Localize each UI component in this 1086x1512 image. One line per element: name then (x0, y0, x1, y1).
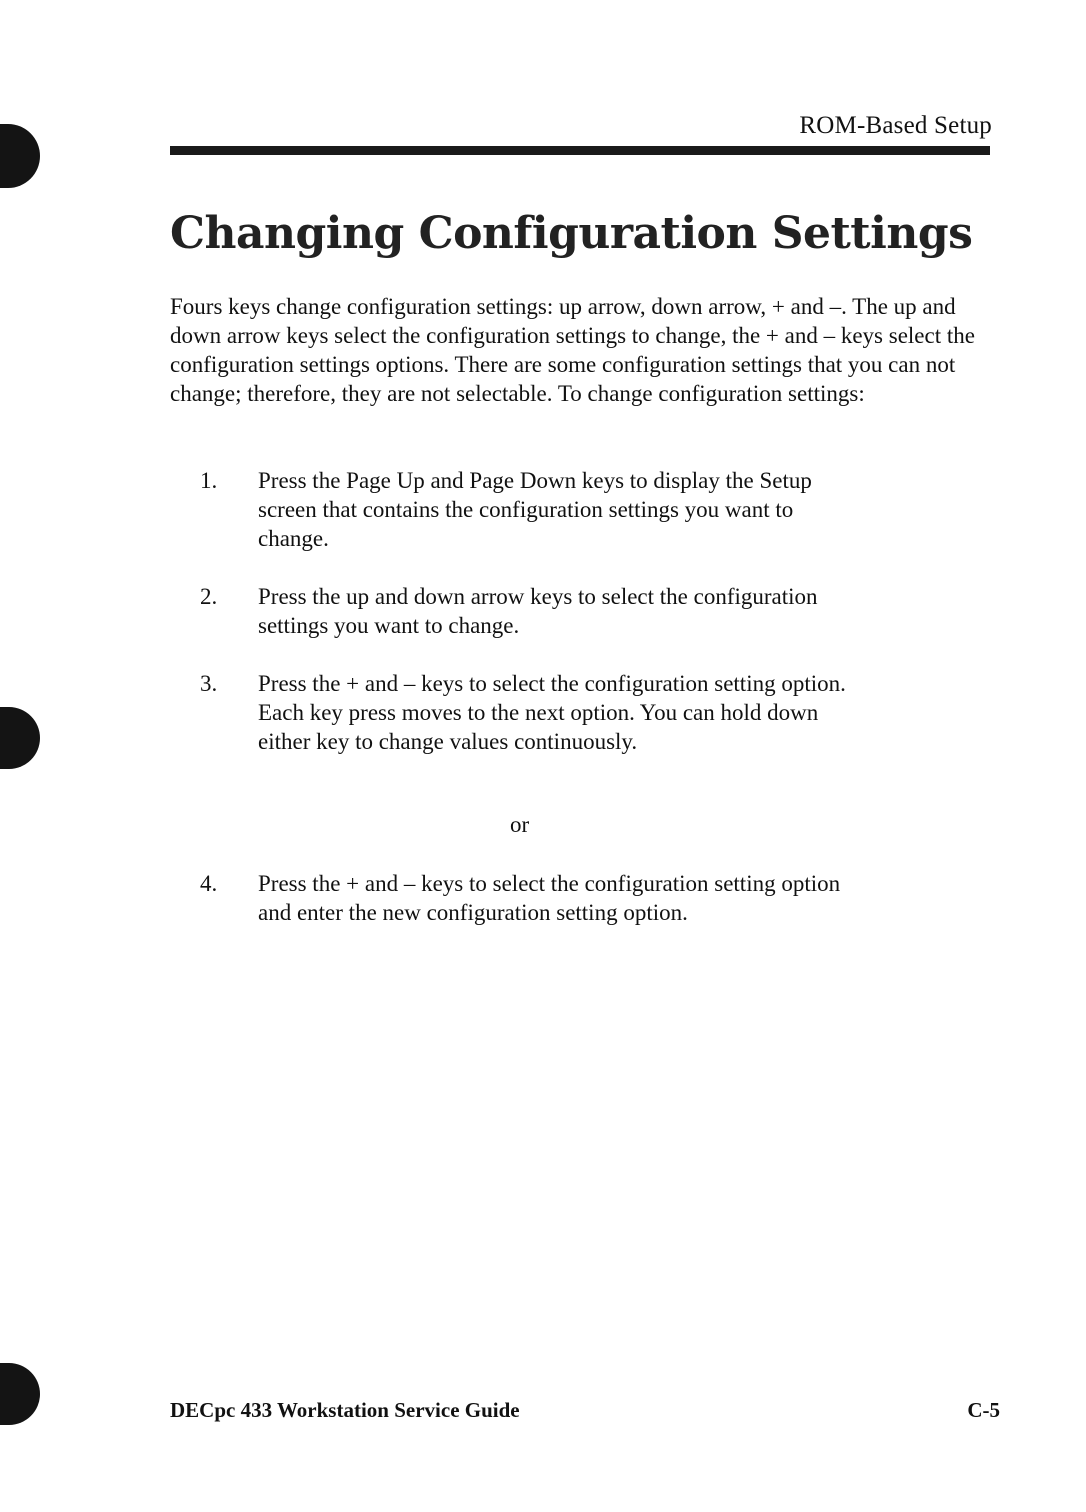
page-title: Changing Configuration Settings (170, 208, 973, 259)
step-number: 2. (200, 584, 218, 609)
step-1 (200, 466, 860, 553)
step-text: Press the up and down arrow keys to select the configuration settings you want to change. (258, 584, 818, 638)
binder-hole-middle (0, 707, 40, 769)
step-2 (200, 582, 860, 640)
running-head: ROM-Based Setup (799, 112, 992, 139)
step-text: Press the Page Up and Page Down keys to display the Setup screen that contains the configuration settings you want to change. (258, 468, 812, 551)
intro-paragraph: Fours keys change configuration settings: up arrow, down arrow, + and –. The up and down arrow keys select the configuration settings to change, the + and – keys select the configuration settings options. There are some configuration settings that you can not change; therefore, they are not selectable. To change configuration settings: (170, 294, 975, 406)
header-rule (170, 146, 990, 155)
step-text: Press the + and – keys to select the configuration setting option and enter the new configuration setting option. (258, 871, 841, 925)
step-text: Press the + and – keys to select the configuration setting option. Each key press moves to the next option. You can hold down either key to change values continuously. (258, 671, 846, 754)
step-number: 4. (200, 871, 218, 896)
footer-guide-title: DECpc 433 Workstation Service Guide (170, 1398, 520, 1422)
footer-page-number: C-5 (967, 1398, 1000, 1422)
binder-hole-top (0, 124, 40, 188)
binder-hole-bottom (0, 1363, 40, 1425)
step-number: 3. (200, 671, 218, 696)
or-separator: or (510, 812, 530, 837)
step-number: 1. (200, 468, 218, 493)
step-4 (200, 869, 860, 927)
step-3 (200, 669, 860, 756)
